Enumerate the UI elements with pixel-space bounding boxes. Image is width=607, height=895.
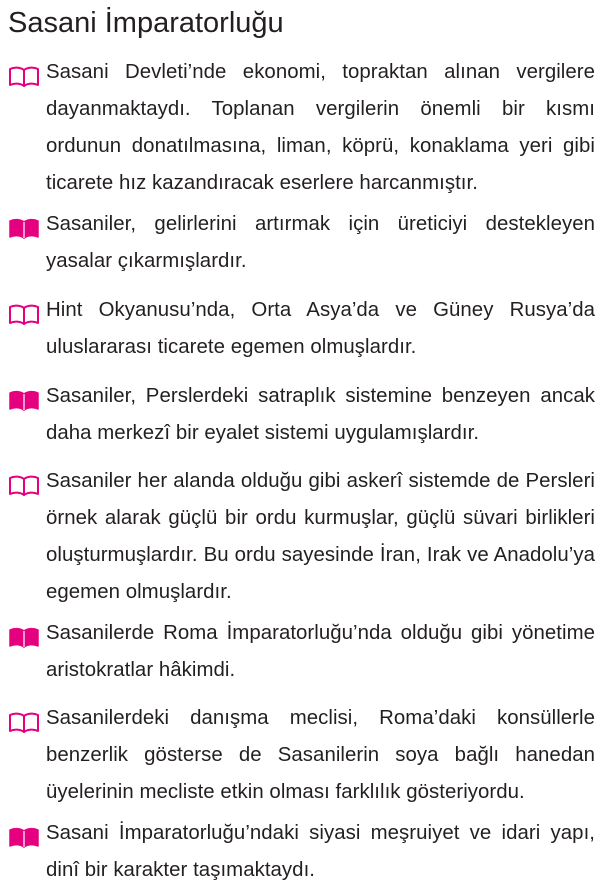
open-book-filled-icon [8, 390, 40, 412]
open-book-outline-icon [8, 304, 40, 326]
list-item-text: Sasaniler her alanda olduğu gibi askerî sistemde de Persleri örnek alarak güçlü bir ordu kurmuşlar, güçlü süvari birlikleri oluşturmuşlardır. Bu ordu sayesinde İran, Irak ve Anadolu’ya egemen olmuşlardır. [46, 470, 595, 603]
open-book-outline-icon [8, 475, 40, 497]
open-book-filled-icon [8, 218, 40, 240]
list-item-text: Sasanilerdeki danışma meclisi, Roma’daki konsüllerle benzerlik gösterse de Sasanilerin soya bağlı hanedan üyelerinin mecliste etkin olması farklılık gösteriyordu. [46, 707, 595, 803]
list-item-text: Sasaniler, Perslerdeki satraplık sistemine benzeyen ancak daha merkezî bir eyalet sistemi uygulamışlardır. [46, 385, 595, 444]
page-title: Sasani İmparatorluğu [8, 7, 284, 39]
list-item-text: Sasani İmparatorluğu’ndaki siyasi meşruiyet ve idari yapı, dinî bir karakter taşımaktaydı. [46, 822, 595, 881]
open-book-outline-icon [8, 712, 40, 734]
list-item-text: Hint Okyanusu’nda, Orta Asya’da ve Güney Rusya’da uluslararası ticarete egemen olmuşlardır. [46, 299, 595, 358]
list-item-text: Sasaniler, gelirlerini artırmak için üreticiyi destekleyen yasalar çıkarmışlardır. [46, 213, 595, 272]
open-book-filled-icon [8, 627, 40, 649]
list-item-text: Sasani Devleti’nde ekonomi, topraktan alınan vergilere dayanmaktaydı. Toplanan vergilerin önemli bir kısmı ordunun donatılmasına, liman, köprü, konaklama yeri gibi ticarete hız kazandıracak eserlere harcanmıştır. [46, 61, 595, 194]
list-item-text: Sasanilerde Roma İmparatorluğu’nda olduğu gibi yönetime aristokratlar hâkimdi. [46, 622, 595, 681]
open-book-filled-icon [8, 827, 40, 849]
open-book-outline-icon [8, 66, 40, 88]
